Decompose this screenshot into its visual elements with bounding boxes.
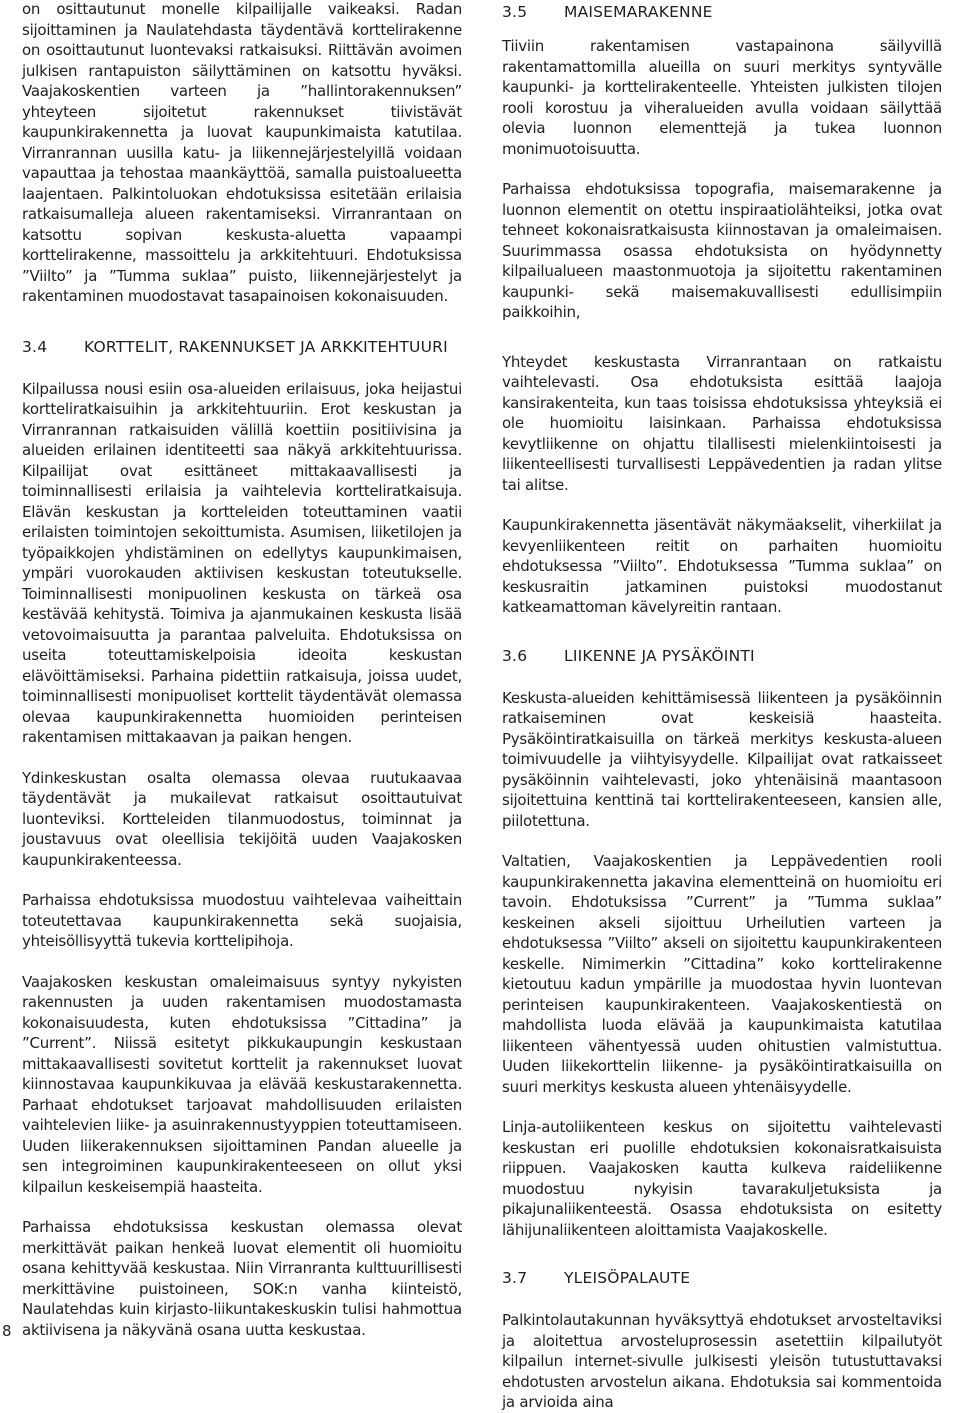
body-paragraph: Kaupunkirakennetta jäsentävät näkymäakselit, viherkiilat ja kevyenliikenteen reitit on parhaiten huomioitu ehdotuksessa ”Viilto”. Ehdotuksessa ”Tumma suklaa” on keskusraitin jatkaminen puistoksi muodostanut katkeamattoman kävelyreitin rantaan. <box>502 516 942 616</box>
body-paragraph: Vaajakosken keskustan omaleimaisuus syntyy nykyisten rakennusten ja uuden rakentamisen muodostamasta kokonaisuudesta, kuten ehdotuksissa ”Cittadina” ja ”Current”. Niissä esitetyt pikkukaupungin keskustaan mittakaavallisesti sovitetut korttelit ja rakennukset luovat kiinnostavaa kaupunkikuvaa ja elävää keskustarakennetta. Parhaat ehdotukset tarjoavat mahdollisuuden erilaisten vaihtelevien liike- ja asuinrakennustyyppien toteuttamiseen. Uuden liikerakennuksen sijoittaminen Pandan alueelle ja sen integroiminen kaupunkirakenteeseen on ollut yksi kilpailun keskeisempiä haasteita. <box>22 972 462 1196</box>
section-number: 3.5 <box>502 3 528 21</box>
body-paragraph: Kilpailussa nousi esiin osa-alueiden erilaisuus, joka heijastui kortteliratkaisuihin ja arkkitehtuuriin. Erot keskustan ja Virranrannan ratkaisuiden välillä koettiin positiivisina ja alueiden erilainen identiteetti saa näkyä arkkitehtuurissa. Kilpailijat ovat esittäneet mittakaavallisesti ja toiminnallisesti erilaisia ja vaihtelevia kortteliratkaisuja. Elävän keskustan ja kortteleiden toteuttaminen vaatii erilaisten toimintojen sekoittumista. Asumisen, liiketilojen ja työpaikkojen yhdistäminen on edellytys kaupunkimaisen, ympäri vuorokauden aktiivisen keskustan toteutukselle. Toiminnallisesti monipuolinen keskusta on tärkeä osa kestävää kehitystä. Toimiva ja ajanmukainen keskusta lisää vetovoimaisuutta ja parantaa palveluita. Ehdotuksissa on useita toteuttamiskelpoisia ideoita keskustan elävöittämiseksi. Parhaina pidettiin ratkaisuja, joissa uudet, toiminnallisesti monipuoliset korttelit täydentävät olemassa olevaa kaupunkirakennetta huomioiden perinteisen rakentamisen mittakaavan ja paikan hengen. <box>22 379 462 746</box>
right-column <box>502 0 942 1413</box>
body-paragraph: Parhaissa ehdotuksissa muodostuu vaihtelevaa vaiheittain toteutettavaa kaupunkirakennetta sekä suojaisia, yhteisöllisyyttä tukevia korttelipihoja. <box>22 891 462 950</box>
section-number: 3.4 <box>22 337 48 356</box>
section-title: LIIKENNE JA PYSÄKÖINTI <box>564 646 755 665</box>
section-number: 3.7 <box>502 1269 528 1287</box>
section-title: MAISEMARAKENNE <box>564 3 713 21</box>
left-column <box>22 0 462 1340</box>
body-paragraph: Parhaissa ehdotuksissa topografia, maisemarakenne ja luonnon elementit on otettu inspiraatiolähteiksi, jotka ovat tehneet kokonaisratkaisusta kiinnostavan ja omaleimaisen. Suurimmassa osassa ehdotuksista on hyödynnetty kilpailualueen maastonmuotoja ja sijoitettu rakentaminen kaupunki- sekä maisemakuvallisesti edullisimpiin paikkoihin, <box>502 180 942 321</box>
section-title: YLEISÖPALAUTE <box>564 1269 691 1287</box>
body-paragraph: Keskusta-alueiden kehittämisessä liikenteen ja pysäköinnin ratkaiseminen ovat keskeisiä haasteita. Pysäköintiratkaisuilla on tärkeä merkitys keskusta-alueen toimivuudelle ja viihtyisyydelle. Kilpailijat ovat ratkaisseet pysäköinnin vaihtelevasti, joko yhtenäisinä maantasoon sijoitettuina kenttinä tai korttelirakenteeseen, kansien alle, piilotettuna. <box>502 688 942 830</box>
body-paragraph: Tiiviin rakentamisen vastapainona säilyvillä rakentamattomilla alueilla on suuri merkitys syntyvälle kaupunki- ja korttelirakenteelle. Yhteisten julkisten tilojen rooli korostuu ja viheralueiden avulla voidaan säilyttää olevia luonnon elementtejä ja tukea luonnon monimuotoisuutta. <box>502 37 942 158</box>
body-paragraph: Linja-autoliikenteen keskus on sijoitettu vaihtelevasti keskustan eri puolille ehdotuksien kokonaisratkaisuista riippuen. Vaajakosken kautta kulkeva raideliikenne muodostuu nykyisin tavarakuljetuksista ja pikajunaliikenteestä. Osassa ehdotuksista on esitetty lähijunaliikenteen aloittamista Vaajakoskelle. <box>502 1118 942 1239</box>
body-paragraph: Valtatien, Vaajakoskentien ja Leppävedentien rooli kaupunkirakennetta jakavina elementteinä on huomioitu eri tavoin. Ehdotuksissa ”Current” ja ”Tumma suklaa” keskeinen akseli sijoittuu Urheilutien varteen ja ehdotuksessa ”Viilto” akseli on sijoitettu kaupunkirakenteen keskelle. Nimimerkin ”Cittadina” koko korttelirakenne kietoutuu kadun ympärille ja muodostaa hyvin luontevan perinteisen kaupunkirakenteen. Vaajakoskentiestä on mahdollista luoda elävää ja kaupunkimaista katutilaa liikenteen vähentyessä uuden ohitustien valmistuttua. Uuden liikekorttelin liikenne- ja pysäköintiratkaisuilla on suuri merkitys keskusta alueen yhtenäisyydelle. <box>502 852 942 1096</box>
body-paragraph: Parhaissa ehdotuksissa keskustan olemassa olevat merkittävät paikan henkeä luovat elementit oli huomioitu osana kehittyvää keskustaa. Niin Virranranta kulttuurillisesti merkittävine puistoineen, SOK:n vanha kiinteistö, Naulatehdas kuin kirjasto-liikuntakeskuskin tulisi hahmottua aktiivisena ja näkyvänä osana uutta keskustaa. <box>22 1218 462 1339</box>
section-heading-3-5 <box>502 2 942 22</box>
body-paragraph: Yhteydet keskustasta Virranrantaan on ratkaistu vaihtelevasti. Osa ehdotuksista esittää laajoja kansirakenteita, kun taas toisissa ehdotuksissa yhteyksiä ei ole huomioitu laisinkaan. Parhaissa ehdotuksissa kevytliikenne on ohjattu tilallisesti mielenkiintoisesti ja liikenteellisesti turvallisesti Leppävedentien ja radan ylitse tai alitse. <box>502 352 942 494</box>
body-paragraph: Ydinkeskustan osalta olemassa olevaa ruutukaavaa täydentävät ja mukailevat ratkaisut osoittautuivat luonteviksi. Kortteleiden tilanmuodostus, toiminnat ja joustavuus ovat oleellisia tekijöitä uuden Vaajakosken kaupunkirakenteessa. <box>22 768 462 869</box>
body-paragraph: Palkintolautakunnan hyväksyttyä ehdotukset arvosteltaviksi ja aloitettua arvosteluprosessin asetettiin kilpailutyöt kilpailun internet-sivulle julkisesti yleisön tutustuttavaksi ehdotusten arvostelun aikana. Ehdotuksia sai kommentoida ja arvioida aina <box>502 1311 942 1411</box>
section-heading-3-4 <box>22 337 462 357</box>
intro-paragraph: on osittautunut monelle kilpailijalle vaikeaksi. Radan sijoittaminen ja Naulatehdasta täydentävä korttelirakenne on osoittautunut luontevaksi ratkaisuksi. Riittävän avoimen julkisen rantapuiston säilyttäminen on katsottu hyväksi. Vaajakoskentien varteen ja ”hallintorakennuksen” yhteyteen sijoitetut rakennukset tiivistävät kaupunkirakennetta ja luovat kaupunkimaista katutilaa. Virranrannan uusilla katu- ja liikennejärjestelyillä voidaan vapauttaa ja tehostaa maankäyttöä, samalla puistoalueetta laajentaen. Palkintoluokan ehdotuksissa esitetään erilaisia ratkaisumalleja alueen rakentamiseksi. Virranrantaan on katsottu sopivan keskusta-aluetta vapaampi korttelirakenne, massoittelu ja arkkitehtuuri. Ehdotuksissa ”Viilto” ja ”Tumma suklaa” puisto, liikennejärjestelyt ja rakentaminen muodostavat tasapainoisen kokonaisuuden. <box>22 0 462 305</box>
section-heading-3-6 <box>502 646 942 666</box>
section-number: 3.6 <box>502 646 528 665</box>
page-number: 8 <box>2 1322 12 1340</box>
section-heading-3-7 <box>502 1268 942 1288</box>
section-title: KORTTELIT, RAKENNUKSET JA ARKKITEHTUURI <box>84 337 448 356</box>
